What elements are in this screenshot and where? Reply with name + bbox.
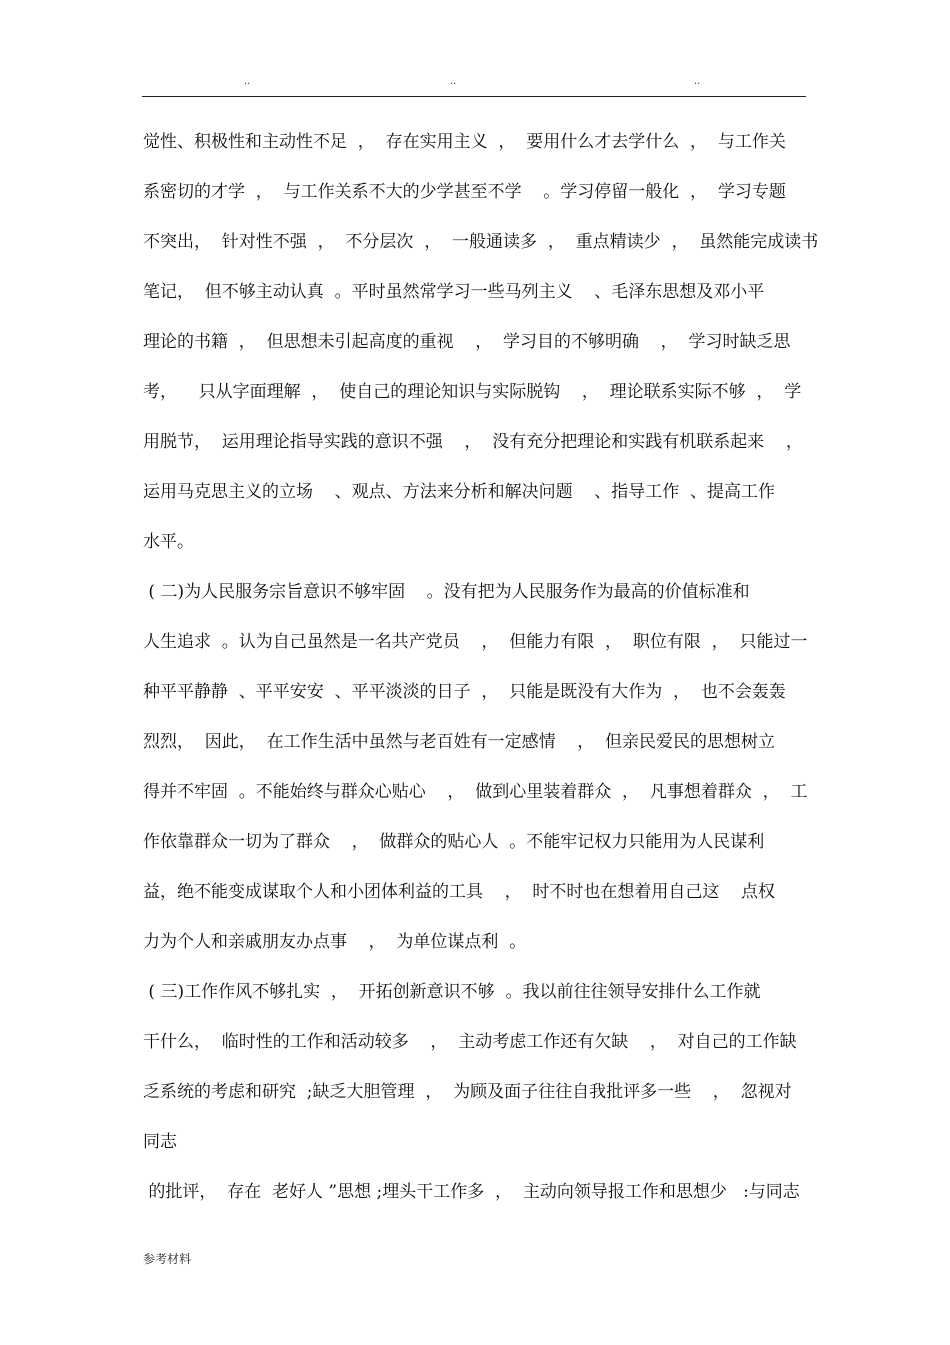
body-line: 不突出， 针对性不强 ， 不分层次 ， 一般通读多 ， 重点精读少 ， 虽然能完成读书 [143, 232, 819, 252]
header-mark: .. [694, 76, 701, 87]
body-line: 水平。 [143, 532, 194, 552]
body-line: 运用马克思主义的立场 、观点、方法来分析和解决问题 、指导工作 、提高工作 [143, 482, 776, 502]
header-mark: .. [450, 76, 457, 87]
body-line: 力为个人和亲戚朋友办点事 ， 为单位谋点利 。 [143, 932, 527, 952]
section-heading-line: ( 二)为人民服务宗旨意识不够牢固 。没有把为人民服务作为最高的价值标准和 [143, 582, 750, 602]
body-line: 人生追求 。认为自己虽然是一名共产党员 ， 但能力有限 ， 职位有限 ， 只能过一 [143, 632, 808, 652]
section-heading-line: ( 三)工作作风不够扎实 ， 开拓创新意识不够 。我以前往往领导安排什么工作就 [143, 982, 761, 1002]
body-line: 考， 只从字面理解 ， 使自己的理论知识与实际脱钩 ， 理论联系实际不够 ， 学 [143, 382, 802, 402]
body-line: 系密切的才学 ， 与工作关系不大的少学甚至不学 。学习停留一般化 ， 学习专题 [143, 182, 786, 202]
header-mark: .. [244, 76, 251, 87]
body-line: 得并不牢固 。不能始终与群众心贴心 ， 做到心里装着群众 ， 凡事想着群众 ， 工 [143, 782, 808, 802]
body-line: 烈烈， 因此， 在工作生活中虽然与老百姓有一定感情 ， 但亲民爱民的思想树立 [143, 732, 776, 752]
body-line: 同志 [143, 1132, 177, 1152]
body-line: 种平平静静 、平平安安 、平平淡淡的日子 ， 只能是既没有大作为 ， 也不会轰轰 [143, 682, 786, 702]
page-footer-label: 参考材料 [143, 1252, 192, 1266]
body-line: 理论的书籍 ， 但思想未引起高度的重视 ， 学习目的不够明确 ， 学习时缺乏思 [143, 332, 791, 352]
body-line: 乏系统的考虑和研究 ;缺乏大胆管理 ， 为顾及面子往往自我批评多一些 ， 忽视对 [143, 1082, 792, 1102]
body-line: 干什么， 临时性的工作和活动较多 ， 主动考虑工作还有欠缺 ， 对自己的工作缺 [143, 1032, 797, 1052]
header-rule [142, 96, 806, 97]
body-line: 用脱节， 运用理论指导实践的意识不强 ， 没有充分把理论和实践有机联系起来 ， [143, 432, 803, 452]
body-line: 益，绝不能变成谋取个人和小团体利益的工具 ， 时不时也在想着用自己这 点权 [143, 882, 776, 902]
body-line: 作依靠群众一切为了群众 ， 做群众的贴心人 。不能牢记权力只能用为人民谋利 [143, 832, 765, 852]
body-line: 笔记， 但不够主动认真 。平时虽然常学习一些马列主义 、毛泽东思想及邓小平 [143, 282, 765, 302]
body-line: 的批评， 存在 老好人 ”思想 ;埋头干工作多 ， 主动向领导报工作和思想少 :与同志 [143, 1182, 800, 1202]
body-line: 觉性、积极性和主动性不足 ， 存在实用主义 ， 要用什么才去学什么 ， 与工作关 [143, 132, 786, 152]
